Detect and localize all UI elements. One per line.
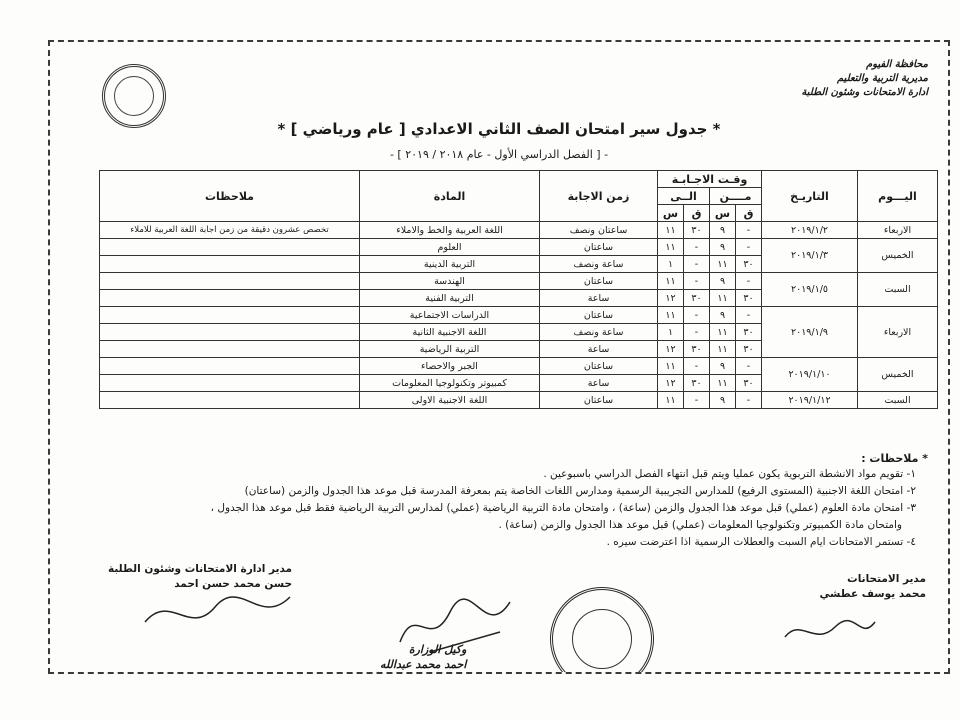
cell-from-hour: ٩ <box>710 222 736 239</box>
cell-to-hour: ١١ <box>658 392 684 409</box>
cell-to-hour: ١٢ <box>658 290 684 307</box>
cell-subject: التربية الفنية <box>360 290 540 307</box>
header-time-group: وقـت الاجـابـة <box>658 171 762 188</box>
cell-to-hour: ١ <box>658 256 684 273</box>
cell-duration: ساعتان <box>540 273 658 290</box>
cell-remarks <box>100 324 360 341</box>
header-from: مــــن <box>710 188 762 205</box>
cell-from-hour: ١١ <box>710 290 736 307</box>
cell-to-minute: ٣٠ <box>684 222 710 239</box>
cell-to-hour: ١١ <box>658 222 684 239</box>
cell-day: الاربعاء <box>858 222 938 239</box>
header-from-hour: س <box>710 205 736 222</box>
cell-day: السبت <box>858 273 938 307</box>
seal-eagle-emblem <box>572 609 632 669</box>
cell-remarks: تخصص عشرون دقيقة من زمن اجابة اللغة العربية للاملاء <box>100 222 360 239</box>
cell-from-hour: ٩ <box>710 358 736 375</box>
handwritten-signature-middle <box>390 582 540 662</box>
cell-to-minute: - <box>684 256 710 273</box>
handwritten-signature-right <box>780 612 880 652</box>
cell-date: ٢٠١٩/١/١٠ <box>762 358 858 392</box>
ministry-logo <box>102 64 166 128</box>
cell-to-minute: - <box>684 273 710 290</box>
cell-date: ٢٠١٩/١/٢ <box>762 222 858 239</box>
table-row <box>100 358 938 375</box>
cell-from-minute: ٣٠ <box>736 256 762 273</box>
cell-from-hour: ١١ <box>710 375 736 392</box>
cell-from-minute: - <box>736 307 762 324</box>
note-item: ٤- تستمر الامتحانات ايام السبت والعطلات الرسمية اذا اعترضت سيره . <box>606 536 916 548</box>
header-duration: زمن الاجابة <box>540 171 658 222</box>
cell-subject: الهندسة <box>360 273 540 290</box>
cell-from-minute: - <box>736 392 762 409</box>
cell-subject: الدراسات الاجتماعية <box>360 307 540 324</box>
cell-remarks <box>100 290 360 307</box>
table-row <box>100 273 938 290</box>
signature-name: حسن محمد حسن احمد <box>174 578 293 590</box>
cell-from-minute: ٣٠ <box>736 341 762 358</box>
cell-duration: ساعتان ونصف <box>540 222 658 239</box>
cell-duration: ساعة <box>540 375 658 392</box>
note-item: ٣- امتحان مادة العلوم (عملي) قبل موعد هذا الجدول والزمن (ساعة) ، وامتحان مادة التربية الرياضية (عملي) لمدارس التربية الرياضية فقط قبل موعد هذا الجدول ، <box>210 502 916 514</box>
cell-from-hour: ٩ <box>710 392 736 409</box>
cell-from-hour: ٩ <box>710 239 736 256</box>
handwritten-signature-left <box>140 582 300 642</box>
cell-from-hour: ٩ <box>710 307 736 324</box>
signature-name: محمد يوسف عطشي <box>819 588 926 600</box>
cell-from-minute: - <box>736 273 762 290</box>
notes-title: * ملاحظات : <box>861 452 928 465</box>
document-sheet <box>48 40 950 674</box>
cell-remarks <box>100 341 360 358</box>
cell-day: السبت <box>858 392 938 409</box>
header-date: التاريـخ <box>762 171 858 222</box>
cell-to-hour: ١١ <box>658 273 684 290</box>
cell-to-minute: - <box>684 392 710 409</box>
directorate-line: مديرية التربية والتعليم <box>836 73 928 84</box>
cell-date: ٢٠١٩/١/١٢ <box>762 392 858 409</box>
cell-to-minute: ٣٠ <box>684 290 710 307</box>
cell-duration: ساعة ونصف <box>540 256 658 273</box>
cell-date: ٢٠١٩/١/٥ <box>762 273 858 307</box>
cell-to-minute: - <box>684 324 710 341</box>
cell-duration: ساعتان <box>540 239 658 256</box>
signature-exams-director <box>819 572 926 602</box>
cell-subject: التربية الدينية <box>360 256 540 273</box>
table-row <box>100 307 938 324</box>
cell-from-minute: - <box>736 239 762 256</box>
note-item: وامتحان مادة الكمبيوتر وتكنولوجيا المعلومات (عملي) قبل موعد هذا الجدول والزمن (ساعة) . <box>498 519 902 531</box>
cell-duration: ساعتان <box>540 358 658 375</box>
cell-subject: اللغة الاجنبية الاولى <box>360 392 540 409</box>
cell-to-hour: ١١ <box>658 358 684 375</box>
cell-duration: ساعة <box>540 341 658 358</box>
cell-to-minute: ٣٠ <box>684 375 710 392</box>
header-from-minute: ق <box>736 205 762 222</box>
cell-to-hour: ١٢ <box>658 375 684 392</box>
document-subtitle: - [ الفصل الدراسي الأول - عام ٢٠١٨ / ٢٠١٩ ] - <box>389 148 609 161</box>
cell-from-hour: ٩ <box>710 273 736 290</box>
signature-role: وكيل الوزارة <box>408 643 467 656</box>
table-row <box>100 222 938 239</box>
cell-remarks <box>100 358 360 375</box>
cell-duration: ساعة <box>540 290 658 307</box>
signature-role: مدير ادارة الامتحانات وشئون الطلبة <box>108 563 293 575</box>
header-remarks: ملاحظات <box>100 171 360 222</box>
cell-date: ٢٠١٩/١/٣ <box>762 239 858 273</box>
header-to-hour: س <box>658 205 684 222</box>
cell-to-hour: ١ <box>658 324 684 341</box>
note-item: ١- تقويم مواد الانشطة التربوية يكون عمليا ويتم قبل انتهاء الفصل الدراسي باسبوعين . <box>543 468 916 480</box>
signature-role: مدير الامتحانات <box>847 573 926 585</box>
department-line: ادارة الامتحانات وشئون الطلبة <box>801 87 928 98</box>
cell-remarks <box>100 375 360 392</box>
cell-subject: العلوم <box>360 239 540 256</box>
cell-remarks <box>100 392 360 409</box>
cell-day: الاربعاء <box>858 307 938 358</box>
header-subject: المادة <box>360 171 540 222</box>
cell-to-minute: - <box>684 239 710 256</box>
issuer-header <box>801 58 928 100</box>
cell-from-hour: ١١ <box>710 256 736 273</box>
header-to-minute: ق <box>684 205 710 222</box>
cell-from-hour: ١١ <box>710 341 736 358</box>
cell-subject: اللغة العربية والخط والاملاء <box>360 222 540 239</box>
cell-subject: الجبر والاحصاء <box>360 358 540 375</box>
signature-name: احمد محمد عبدالله <box>380 658 467 671</box>
cell-duration: ساعتان <box>540 307 658 324</box>
official-seal <box>550 587 654 674</box>
cell-to-hour: ١١ <box>658 307 684 324</box>
cell-from-minute: - <box>736 358 762 375</box>
cell-to-minute: ٣٠ <box>684 341 710 358</box>
header-day: اليـــوم <box>858 171 938 222</box>
cell-from-hour: ١١ <box>710 324 736 341</box>
logo-emblem <box>114 76 154 116</box>
cell-remarks <box>100 256 360 273</box>
cell-to-minute: - <box>684 358 710 375</box>
cell-to-minute: - <box>684 307 710 324</box>
note-item: ٢- امتحان اللغة الاجنبية (المستوى الرفيع) للمدارس التجريبية الرسمية ومدارس اللغات الخاصة يتم بمعرفة المدرسة قبل موعد هذا الجدول والزمن (ساعتان) <box>244 485 916 497</box>
cell-date: ٢٠١٩/١/٩ <box>762 307 858 358</box>
cell-from-minute: - <box>736 222 762 239</box>
governorate-line: محافظة الفيوم <box>866 59 928 70</box>
notes-list <box>116 466 916 551</box>
table-row <box>100 239 938 256</box>
cell-duration: ساعة ونصف <box>540 324 658 341</box>
exam-schedule-table-wrap <box>100 170 938 409</box>
cell-subject: التربية الرياضية <box>360 341 540 358</box>
cell-to-hour: ١٢ <box>658 341 684 358</box>
exam-schedule-table <box>99 170 938 409</box>
cell-subject: اللغة الاجنبية الثانية <box>360 324 540 341</box>
cell-to-hour: ١١ <box>658 239 684 256</box>
cell-remarks <box>100 273 360 290</box>
cell-from-minute: ٣٠ <box>736 290 762 307</box>
cell-from-minute: ٣٠ <box>736 375 762 392</box>
header-to: الــى <box>658 188 710 205</box>
cell-day: الخميس <box>858 239 938 273</box>
cell-from-minute: ٣٠ <box>736 324 762 341</box>
cell-remarks <box>100 239 360 256</box>
cell-subject: كمبيوتر وتكنولوجيا المعلومات <box>360 375 540 392</box>
cell-duration: ساعتان <box>540 392 658 409</box>
cell-day: الخميس <box>858 358 938 392</box>
table-row <box>100 392 938 409</box>
cell-remarks <box>100 307 360 324</box>
document-title: * جدول سير امتحان الصف الثاني الاعدادي [ عام ورياضي ] * <box>277 120 721 138</box>
